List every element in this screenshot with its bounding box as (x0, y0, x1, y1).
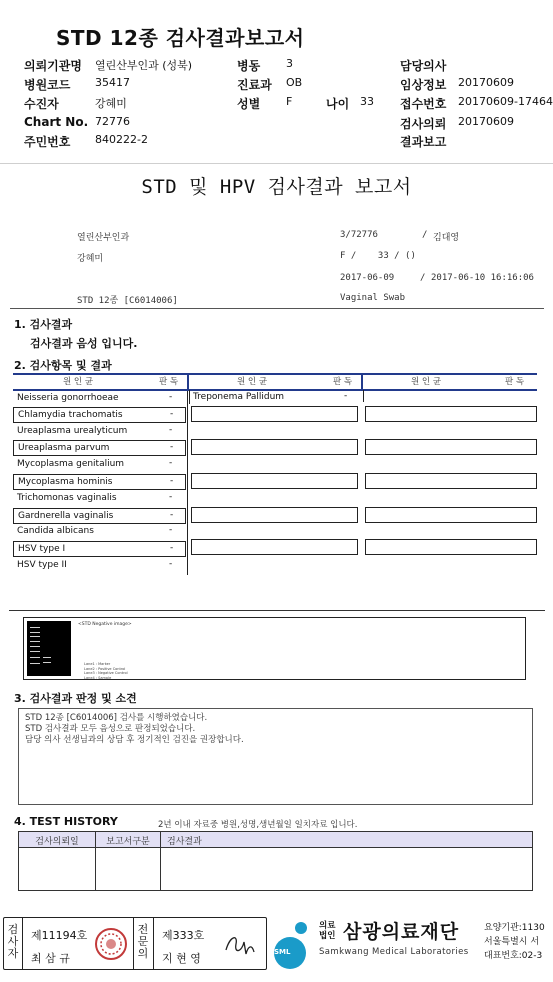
gel-legend-item: Lane4 : Sample (84, 675, 112, 680)
pathogen-result: - (169, 392, 173, 402)
opinion-line: STD 12종 [C6014006] 검사를 시행하였습니다. (25, 713, 208, 723)
pathogen-name: Candida albicans (17, 526, 94, 536)
value-resident-no: 840222-2 (95, 133, 148, 146)
hospital-name: 열린산부인과 (77, 233, 130, 243)
specialist-name: 지 현 영 (162, 952, 201, 965)
date-reported: 2017-06-10 16:16:06 (431, 273, 534, 283)
label-test-request: 검사의뢰 (400, 117, 447, 131)
table-row (13, 558, 188, 574)
table-row (13, 508, 186, 524)
pathogen-result: - (169, 492, 173, 502)
cell-edge (189, 390, 190, 404)
empty-cell (191, 439, 358, 455)
opinion-box (18, 708, 533, 805)
col-pathogen-1: 원 인 균 (63, 377, 94, 387)
report-title: STD 및 HPV 검사결과 보고서 (141, 176, 412, 198)
pathogen-name: Ureaplasma parvum (18, 443, 110, 453)
doctor-name: 김대영 (433, 233, 460, 243)
empty-cell (365, 439, 537, 455)
empty-cell (191, 507, 358, 523)
table-row (13, 424, 188, 440)
divider (10, 308, 544, 309)
label-patient: 수진자 (24, 97, 59, 111)
pathogen-result: - (169, 559, 173, 569)
column1-right-edge (187, 391, 188, 575)
pathogen-name: Mycoplasma hominis (18, 477, 113, 487)
section1-result: 검사결과 음성 입니다. (30, 337, 138, 350)
pathogen-result: - (169, 425, 173, 435)
org-info-line: 요양기관:1130 (484, 923, 545, 933)
org-english-name: Samkwang Medical Laboratories (319, 947, 469, 957)
gel-legend-item: Lane1 : Marker (84, 662, 111, 666)
pathogen-result: - (170, 543, 174, 553)
empty-cell (365, 473, 537, 489)
inspector-label: 검사자 (7, 923, 19, 960)
value-department: OB (286, 76, 303, 89)
gel-electrophoresis-image (27, 621, 71, 676)
inspector-name: 최 삼 규 (31, 952, 70, 965)
pathogen-result: - (170, 442, 174, 452)
section1-heading: 1. 검사결과 (14, 318, 73, 331)
label-chart-no: Chart No. (24, 115, 89, 129)
pathogen-result: - (169, 458, 173, 468)
label-age: 나이 (326, 97, 350, 111)
value-receipt-no: 20170609-17464 (458, 95, 553, 108)
value-institution: 열린산부인과 (성북) (95, 59, 193, 72)
doctor-separator: / (422, 230, 428, 240)
opinion-line: STD 검사결과 모두 음성으로 판정되었습니다. (25, 724, 196, 734)
history-note: 2년 이내 자료중 병원,성명,생년월일 일치자료 입니다. (158, 820, 358, 830)
empty-cell (365, 539, 537, 555)
patient-name: 강혜미 (77, 254, 104, 264)
value-chart-no: 72776 (95, 115, 130, 128)
table-row (13, 391, 188, 407)
value-test-request: 20170609 (458, 115, 514, 128)
signature-icon (222, 930, 260, 960)
value-sex: F (286, 95, 293, 108)
gel-legend-item: Lane3 : Negative Control (84, 671, 128, 675)
history-col-result: 검사결과 (161, 832, 532, 848)
pathogen-name: Chlamydia trachomatis (18, 410, 123, 420)
gel-legend (84, 662, 128, 680)
history-table (18, 831, 533, 891)
pathogen-name: Ureaplasma urealyticum (17, 426, 128, 436)
history-col-date: 검사의뢰일 (19, 832, 95, 848)
gel-legend-item: Lane2 : Positive Control (84, 666, 126, 671)
pathogen-result: - (170, 476, 174, 486)
value-clinical-info: 20170609 (458, 76, 514, 89)
col-result-3: 판 독 (505, 377, 525, 387)
table-row (13, 524, 188, 540)
label-clinical-info: 임상정보 (400, 78, 447, 92)
inspector-no: 제11194호 (31, 929, 88, 942)
divider (9, 610, 545, 611)
sex-age: F / 33 / () (340, 251, 416, 261)
pathogen-name: HSV type II (17, 560, 67, 570)
pathogen-result: - (169, 525, 173, 535)
empty-cell (191, 473, 358, 489)
results-table (13, 373, 537, 575)
empty-cell (365, 507, 537, 523)
pathogen-name: Trichomonas vaginalis (17, 493, 117, 503)
value-patient: 강혜미 (95, 97, 127, 110)
pathogen-result: - (170, 510, 174, 520)
history-col-divider (95, 832, 96, 890)
section2-heading: 2. 검사항목 및 결과 (14, 359, 112, 372)
gel-image-box (23, 617, 526, 680)
label-resident-no: 주민번호 (24, 135, 71, 149)
empty-cell (191, 406, 358, 422)
signature-block (3, 917, 267, 970)
label-hospital-code: 병원코드 (24, 78, 71, 92)
col-pathogen-3: 원 인 균 (411, 377, 442, 387)
label-sex: 성별 (237, 97, 261, 111)
label-department: 진료과 (237, 78, 272, 92)
org-info-line: 대표번호:02-3 (484, 951, 543, 961)
label-doctor: 담당의사 (400, 59, 447, 73)
pathogen-name: Gardnerella vaginalis (18, 511, 114, 521)
specimen: Vaginal Swab (340, 293, 406, 303)
date-separator: / (420, 273, 426, 283)
label-institution: 의뢰기관명 (24, 59, 82, 73)
logo-text: SML (274, 948, 291, 956)
pathogen-result: - (344, 391, 348, 401)
history-col-type: 보고서구분 (96, 832, 160, 848)
column-separator (361, 373, 363, 390)
opinion-line: 담당 의사 선생님과의 상담 후 정기적인 검진을 권장합니다. (25, 735, 244, 745)
specialist-label: 전문의 (137, 923, 149, 960)
section4-heading: 4. TEST HISTORY (14, 815, 118, 828)
table-row (13, 440, 186, 456)
table-row (13, 474, 186, 490)
table-row (13, 457, 188, 473)
official-seal (94, 927, 128, 961)
label-receipt-no: 접수번호 (400, 97, 447, 111)
pathogen-name: HSV type I (18, 544, 66, 554)
label-ward: 병동 (237, 59, 261, 73)
table-row (13, 541, 186, 557)
chart-ref: 3/72776 (340, 230, 378, 240)
value-hospital-code: 35417 (95, 76, 130, 89)
gel-caption: <STD Negative image> (78, 622, 132, 627)
pathogen-name: Neisseria gonorrhoeae (17, 393, 119, 403)
report-header (0, 0, 553, 164)
test-name: STD 12종 [C6014006] (77, 296, 178, 306)
history-col-divider (160, 832, 161, 890)
pathogen-result: - (170, 409, 174, 419)
empty-cell (365, 406, 537, 422)
pathogen-name: Treponema Pallidum (193, 392, 285, 402)
pathogen-name: Mycoplasma genitalium (17, 459, 125, 469)
org-info-line: 서울특별시 서 (484, 937, 540, 947)
specialist-no: 제333호 (162, 929, 205, 942)
label-result-report: 결과보고 (400, 135, 447, 149)
cell-edge (363, 390, 364, 402)
org-info (484, 921, 553, 963)
section3-heading: 3. 검사결과 판정 및 소견 (14, 692, 137, 705)
empty-cell (191, 539, 358, 555)
value-ward: 3 (286, 57, 293, 70)
col-pathogen-2-result: 판 독 (333, 377, 353, 387)
table-row (13, 491, 188, 507)
col-pathogen-2: 원 인 균 (237, 377, 268, 387)
col-result-1: 판 독 (159, 377, 179, 387)
header-title: STD 12종 검사결과보고서 (56, 26, 305, 50)
value-age: 33 (360, 95, 374, 108)
org-type: 의료법인 (319, 921, 336, 941)
column-separator (187, 373, 189, 390)
table-row (13, 407, 186, 423)
date-received: 2017-06-09 (340, 273, 395, 283)
sml-logo-icon (270, 918, 314, 970)
org-name: 삼광의료재단 (343, 921, 460, 943)
